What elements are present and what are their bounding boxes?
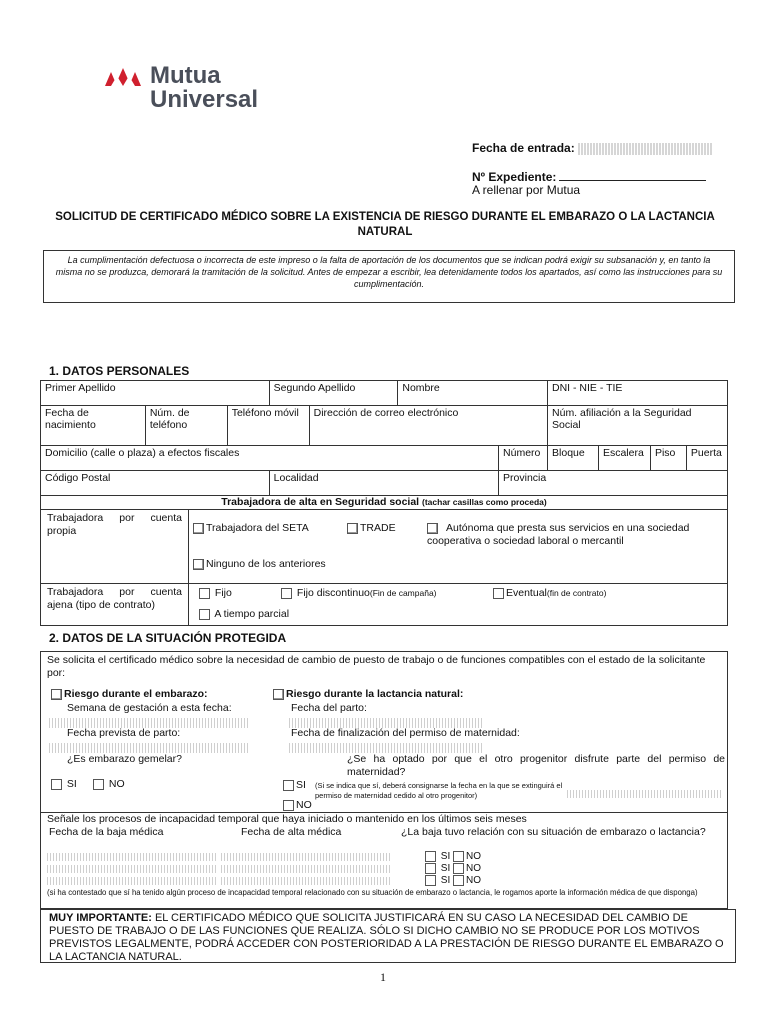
relacion-si-3-label: SI bbox=[440, 875, 451, 887]
gemelar-no-checkbox[interactable] bbox=[93, 779, 104, 790]
gemelar-si-option[interactable] bbox=[51, 778, 77, 790]
segundo-apellido-cell[interactable] bbox=[269, 381, 398, 406]
autonoma-checkbox[interactable] bbox=[427, 523, 438, 534]
piso-label: Piso bbox=[654, 447, 676, 459]
fijo-discontinuo-label: Fijo discontinuo bbox=[296, 587, 370, 599]
cuenta-propia-row bbox=[40, 510, 728, 584]
expediente-row bbox=[472, 170, 706, 184]
fecha-fin-permiso-label: Fecha de finalización del permiso de maternidad: bbox=[291, 727, 520, 739]
progenitor-label: ¿Se ha optado por que el otro progenitor disfrute parte del permiso de maternidad? bbox=[347, 753, 725, 778]
fecha-baja-label: Fecha de la baja médica bbox=[49, 826, 164, 838]
ninguno-option[interactable] bbox=[193, 558, 326, 570]
progenitor-si-option[interactable] bbox=[283, 779, 306, 791]
situacion-intro: Se solicita el certificado médico sobre la necesidad de cambio de puesto de trabajo o de funciones compatibles con el estado de la solicitante por: bbox=[47, 654, 706, 679]
baja-field-3[interactable] bbox=[47, 877, 217, 885]
progenitor-fecha-field[interactable] bbox=[567, 790, 723, 798]
progenitor-si-checkbox[interactable] bbox=[283, 780, 294, 791]
expediente-label: Nº Expediente: bbox=[472, 170, 557, 184]
semana-label: Semana de gestación a esta fecha: bbox=[67, 702, 232, 714]
relacion-no-1-checkbox[interactable] bbox=[453, 851, 464, 862]
progenitor-si-note: (Si se indica que sí, deberá consignarse la fecha en la que se extinguirá el permiso de maternidad cedido al otro progenitor) bbox=[315, 781, 563, 800]
escalera-cell[interactable] bbox=[598, 446, 650, 471]
fijo-discontinuo-note: (Fin de campaña) bbox=[369, 588, 437, 598]
logo-text bbox=[150, 64, 258, 112]
cuenta-ajena-label: Trabajadora por cuenta ajena (tipo de contrato) bbox=[41, 584, 189, 625]
seta-option[interactable] bbox=[193, 522, 309, 534]
trade-label: TRADE bbox=[360, 522, 396, 534]
eventual-note: (fin de contrato) bbox=[546, 588, 607, 598]
fecha-entrada-field[interactable] bbox=[578, 143, 712, 155]
section1-title: 1. DATOS PERSONALES bbox=[49, 364, 190, 378]
relacion-si-2-checkbox[interactable] bbox=[425, 863, 436, 874]
puerta-label: Puerta bbox=[690, 447, 722, 459]
fijo-discontinuo-option[interactable] bbox=[281, 587, 437, 599]
notice-box: La cumplimentación defectuosa o incorrecta de este impreso o la falta de aportación de los documentos que se indican podrá exigir su subsanación y, en tanto la misma no se produzca, demorará la tramitación de la solicitud. Antes de empezar a escribir, lea detenidamente todos los apartados, así como las instrucciones para su cumplimentación. bbox=[43, 250, 735, 303]
baja-field-1[interactable] bbox=[47, 853, 217, 861]
relacion-no-2-label: NO bbox=[466, 863, 482, 875]
fecha-nacimiento-cell[interactable] bbox=[41, 406, 146, 446]
relacion-si-3-checkbox[interactable] bbox=[425, 875, 436, 886]
baja-field-2[interactable] bbox=[47, 865, 217, 873]
primer-apellido-label: Primer Apellido bbox=[45, 382, 116, 394]
ninguno-checkbox[interactable] bbox=[193, 559, 204, 570]
numero-label: Número bbox=[503, 447, 541, 459]
localidad-label: Localidad bbox=[273, 472, 319, 484]
tiempo-parcial-option[interactable] bbox=[199, 608, 289, 620]
gemelar-si-label: SI bbox=[66, 778, 77, 790]
email-cell[interactable] bbox=[309, 406, 547, 446]
important-box bbox=[40, 909, 736, 963]
num-telefono-label: Núm. de teléfono bbox=[149, 407, 190, 431]
progenitor-si-label: SI bbox=[296, 779, 306, 791]
relacion-no-3-checkbox[interactable] bbox=[453, 875, 464, 886]
localidad-cell[interactable] bbox=[269, 471, 498, 496]
autonoma-option[interactable] bbox=[427, 522, 725, 548]
relacion-no-2-checkbox[interactable] bbox=[453, 863, 464, 874]
alta-field-1[interactable] bbox=[221, 853, 391, 861]
relacion-options bbox=[425, 851, 481, 887]
procesos-footnote: (si ha contestado que sí ha tenido algún proceso de incapacidad temporal relacionado con su situación de embarazo o lactancia, le rogamos aporte la información médica de que disponga) bbox=[47, 888, 698, 897]
num-afiliacion-label: Núm. afiliación a la Seguridad Social bbox=[552, 407, 692, 431]
cuenta-propia-label: Trabajadora por cuenta propia bbox=[41, 510, 189, 583]
rellenar-note: A rellenar por Mutua bbox=[472, 183, 581, 197]
fecha-entrada-row bbox=[472, 141, 712, 155]
codigo-postal-cell[interactable] bbox=[41, 471, 270, 496]
logo-line1: Mutua bbox=[150, 62, 221, 89]
procesos-label: Señale los procesos de incapacidad temporal que haya iniciado o mantenido en los últimos seis meses bbox=[47, 813, 527, 825]
domicilio-label: Domicilio (calle o plaza) a efectos fiscales bbox=[45, 447, 240, 459]
gemelar-no-option[interactable] bbox=[93, 778, 125, 790]
bloque-cell[interactable] bbox=[548, 446, 599, 471]
riesgo-lactancia-label: Riesgo durante la lactancia natural: bbox=[286, 688, 464, 700]
logo-line2: Universal bbox=[150, 86, 259, 113]
relacion-no-3-label: NO bbox=[466, 875, 482, 887]
mutua-logo-icon bbox=[103, 66, 143, 88]
alta-field-2[interactable] bbox=[221, 865, 391, 873]
relacion-si-1-label: SI bbox=[440, 851, 451, 863]
puerta-cell[interactable] bbox=[686, 446, 727, 471]
alta-note: (tachar casillas como proceda) bbox=[422, 497, 547, 507]
fijo-label: Fijo bbox=[214, 587, 232, 599]
fecha-prevista-label: Fecha prevista de parto: bbox=[67, 727, 181, 739]
relacion-row-1 bbox=[425, 851, 481, 863]
relacion-si-1-checkbox[interactable] bbox=[425, 851, 436, 862]
eventual-option[interactable] bbox=[493, 587, 606, 599]
telefono-movil-cell[interactable] bbox=[227, 406, 309, 446]
trade-option[interactable] bbox=[347, 522, 396, 534]
relacion-label: ¿La baja tuvo relación con su situación de embarazo o lactancia? bbox=[401, 826, 706, 838]
situacion-protegida-box bbox=[40, 651, 728, 909]
fijo-discontinuo-checkbox[interactable] bbox=[281, 588, 292, 599]
riesgo-embarazo-checkbox[interactable] bbox=[51, 689, 62, 700]
riesgo-embarazo-option[interactable] bbox=[51, 688, 208, 700]
email-label: Dirección de correo electrónico bbox=[313, 407, 459, 419]
fecha-alta-label: Fecha de alta médica bbox=[241, 826, 342, 838]
progenitor-no-label: NO bbox=[296, 799, 312, 811]
segundo-apellido-label: Segundo Apellido bbox=[273, 382, 356, 394]
gemelar-si-checkbox[interactable] bbox=[51, 779, 62, 790]
bloque-label: Bloque bbox=[552, 447, 585, 459]
page-title: SOLICITUD DE CERTIFICADO MÉDICO SOBRE LA EXISTENCIA DE RIESGO DURANTE EL EMBARAZO O LA LACTANCIA NATURAL bbox=[55, 211, 715, 238]
expediente-field[interactable] bbox=[559, 170, 706, 181]
riesgo-lactancia-checkbox[interactable] bbox=[273, 689, 284, 700]
page-number: 1 bbox=[380, 970, 386, 984]
codigo-postal-label: Código Postal bbox=[45, 472, 111, 484]
section2-title: 2. DATOS DE LA SITUACIÓN PROTEGIDA bbox=[49, 631, 287, 645]
num-telefono-cell[interactable] bbox=[145, 406, 227, 446]
alta-header bbox=[40, 495, 728, 510]
provincia-cell[interactable] bbox=[499, 471, 728, 496]
num-afiliacion-cell[interactable] bbox=[548, 406, 728, 446]
alta-title: Trabajadora de alta en Seguridad social bbox=[221, 496, 420, 508]
gemelar-label: ¿Es embarazo gemelar? bbox=[67, 753, 182, 765]
trade-checkbox[interactable] bbox=[347, 523, 358, 534]
fijo-checkbox[interactable] bbox=[199, 588, 210, 599]
piso-cell[interactable] bbox=[650, 446, 686, 471]
eventual-label: Eventual bbox=[506, 587, 547, 599]
nombre-label: Nombre bbox=[402, 382, 440, 394]
primer-apellido-cell[interactable] bbox=[41, 381, 270, 406]
progenitor-no-checkbox[interactable] bbox=[283, 800, 294, 811]
tiempo-parcial-checkbox[interactable] bbox=[199, 609, 210, 620]
provincia-label: Provincia bbox=[503, 472, 547, 484]
cuenta-ajena-row bbox=[40, 584, 728, 626]
eventual-checkbox[interactable] bbox=[493, 588, 504, 599]
relacion-si-2-label: SI bbox=[440, 863, 451, 875]
dni-label: DNI - NIE - TIE bbox=[552, 382, 623, 394]
ninguno-label: Ninguno de los anteriores bbox=[206, 558, 326, 570]
riesgo-lactancia-option[interactable] bbox=[273, 688, 463, 700]
fecha-fin-permiso-field[interactable] bbox=[289, 743, 483, 753]
alta-field-3[interactable] bbox=[221, 877, 391, 885]
tiempo-parcial-label: A tiempo parcial bbox=[214, 608, 290, 620]
progenitor-no-option[interactable] bbox=[283, 799, 312, 811]
important-label: MUY IMPORTANTE: bbox=[49, 912, 152, 924]
relacion-row-2 bbox=[425, 863, 481, 875]
fecha-parto-label: Fecha del parto: bbox=[291, 702, 367, 714]
fijo-option[interactable] bbox=[199, 587, 232, 599]
fecha-entrada-label: Fecha de entrada: bbox=[472, 141, 575, 155]
seta-label: Trabajadora del SETA bbox=[206, 522, 309, 534]
relacion-row-3 bbox=[425, 875, 481, 887]
gemelar-no-label: NO bbox=[108, 778, 125, 790]
seta-checkbox[interactable] bbox=[193, 523, 204, 534]
domicilio-cell[interactable] bbox=[41, 446, 499, 471]
fecha-prevista-field[interactable] bbox=[49, 743, 249, 753]
telefono-movil-label: Teléfono móvil bbox=[231, 407, 299, 419]
dni-cell[interactable] bbox=[548, 381, 728, 406]
autonoma-label: Autónoma que presta sus servicios en una sociedad cooperativa o sociedad laboral o mercantil bbox=[427, 522, 690, 547]
important-text: EL CERTIFICADO MÉDICO QUE SOLICITA JUSTIFICARÁ EN SU CASO LA NECESIDAD DEL CAMBIO DE PUESTO DE TRABAJO O DE LAS FUNCIONES QUE REALIZA. SÓLO SI DICHO CAMBIO NO SE PRODUCE POR LOS MOTIVOS PREVISTOS LEGALMENTE, PODRÁ ACCEDER CON POSTERIORIDAD A LA PRESTACIÓN DE RIESGO DURANTE EL EMBARAZO O LA LACTANCIA NATURAL. bbox=[49, 912, 724, 963]
riesgo-embarazo-label: Riesgo durante el embarazo: bbox=[64, 688, 208, 700]
numero-cell[interactable] bbox=[499, 446, 548, 471]
escalera-label: Escalera bbox=[602, 447, 644, 459]
personal-data-table bbox=[40, 380, 728, 496]
relacion-no-1-label: NO bbox=[466, 851, 482, 863]
nombre-cell[interactable] bbox=[398, 381, 548, 406]
fecha-nacimiento-label: Fecha de nacimiento bbox=[45, 407, 96, 431]
